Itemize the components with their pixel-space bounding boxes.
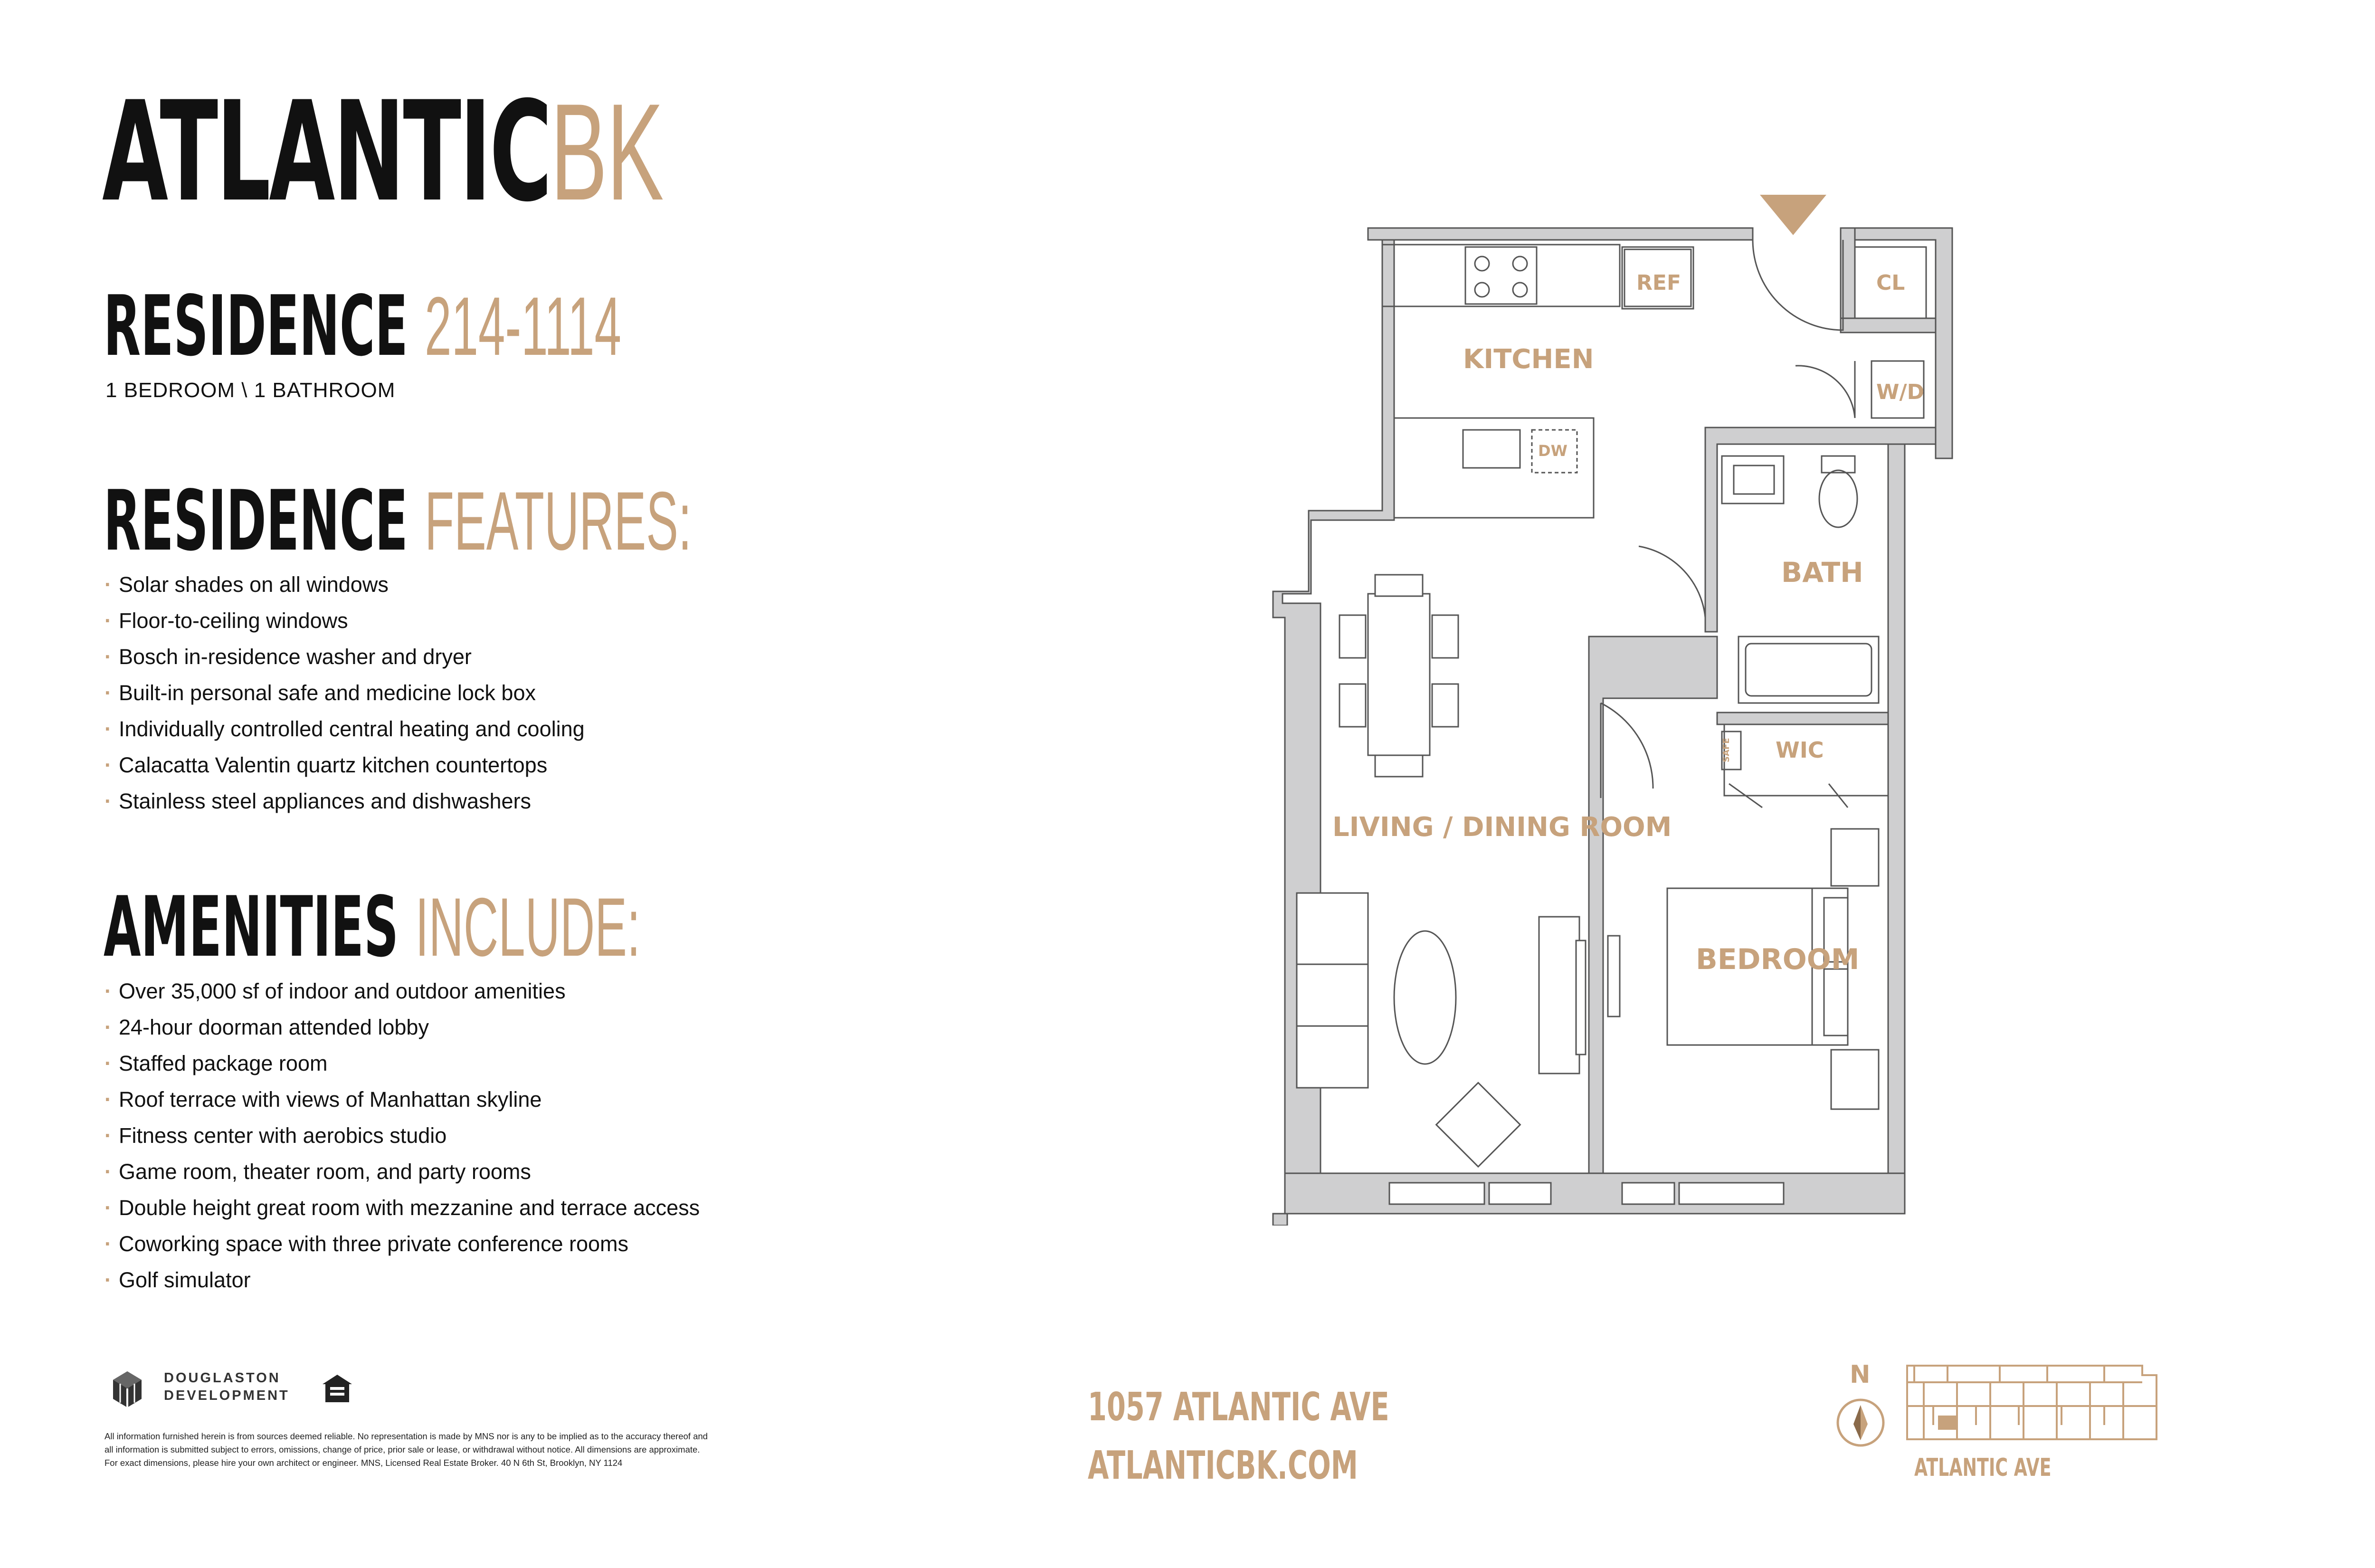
feature-item: · Stainless steel appliances and dishwashers: [104, 783, 585, 819]
amenity-item: · Over 35,000 sf of indoor and outdoor amenities: [104, 973, 700, 1009]
brand-logo: [102, 72, 1007, 232]
residence-title-bold: RESIDENCE: [104, 278, 408, 375]
plan-label-cl: CL: [1876, 271, 1905, 295]
developer-name: [164, 1369, 290, 1405]
plan-label-living: LIVING / DINING ROOM: [1332, 812, 1672, 843]
plan-label-wic: WIC: [1776, 737, 1824, 763]
map-street-text: ATLANTIC AVE: [1914, 1454, 2052, 1482]
amenity-item: · Golf simulator: [104, 1262, 700, 1298]
entrance-arrow-icon: [1760, 195, 1826, 235]
feature-item: · Calacatta Valentin quartz kitchen countertops: [104, 747, 585, 783]
address-text: 1057 ATLANTIC AVE: [1088, 1385, 1389, 1430]
features-title: [104, 473, 1118, 570]
residence-number: 214-1114: [425, 280, 621, 373]
feature-item: · Floor-to-ceiling windows: [104, 603, 585, 639]
amenity-item: · Roof terrace with views of Manhattan skyline: [104, 1082, 700, 1118]
plan-label-ref: REF: [1636, 271, 1681, 295]
developer-line1: DOUGLASTON: [164, 1370, 281, 1386]
developer-line2: DEVELOPMENT: [164, 1388, 290, 1403]
feature-item: · Built-in personal safe and medicine lock box: [104, 675, 585, 711]
legal-disclaimer: All information furnished herein is from sources deemed reliable. No representation is made by MNS nor is any to be implied as to the accuracy thereof and all information is submitted subject to errors, omissions, change of price, prior sale or lease, or withdrawal without notice. All dimensions are approximate. For exact dimensions, please hire your own architect or engineer. MNS, Licensed Real Estate Broker. 40 N 6th St, Brooklyn, NY 1124: [104, 1431, 708, 1468]
plan-label-dw: DW: [1538, 442, 1568, 460]
compass-north-label: N: [1850, 1360, 1871, 1389]
address: [1088, 1385, 1519, 1430]
amenity-item: · Coworking space with three private conference rooms: [104, 1226, 700, 1262]
plan-label-safe: SAFE: [1721, 738, 1731, 762]
amenity-item: · Staffed package room: [104, 1045, 700, 1082]
site-map-icon: [1905, 1363, 2161, 1444]
features-list: [104, 567, 585, 819]
amenities-title-bold: AMENITIES: [104, 879, 399, 976]
feature-item: · Individually controlled central heating and cooling: [104, 711, 585, 747]
brand-logo-part2: BK: [550, 75, 664, 229]
features-title-light: FEATURES:: [425, 475, 692, 568]
feature-item: · Solar shades on all windows: [104, 567, 585, 603]
plan-label-bedroom: BEDROOM: [1696, 943, 1860, 976]
amenity-item: · Fitness center with aerobics studio: [104, 1118, 700, 1154]
floor-plan: [1244, 185, 1966, 1226]
dining-set: [1340, 575, 1458, 777]
residence-title: [104, 278, 996, 375]
amenities-title-light: INCLUDE:: [415, 881, 641, 974]
residence-subtitle: 1 BEDROOM \ 1 BATHROOM: [105, 379, 396, 402]
plan-label-bath: BATH: [1781, 556, 1863, 589]
website-link[interactable]: [1088, 1443, 1474, 1488]
living-furniture: [1297, 893, 1586, 1167]
compass-icon: [1834, 1397, 1887, 1449]
amenity-item: · Game room, theater room, and party rooms: [104, 1154, 700, 1190]
brand-logo-part1: ATLANTIC: [102, 72, 551, 232]
equal-housing-icon: [321, 1373, 354, 1404]
amenity-item: · 24-hour doorman attended lobby: [104, 1009, 700, 1045]
plan-label-kitchen: KITCHEN: [1463, 344, 1594, 375]
features-title-bold: RESIDENCE: [104, 473, 408, 570]
feature-item: · Bosch in-residence washer and dryer: [104, 639, 585, 675]
amenities-list: [104, 973, 700, 1298]
amenity-item: · Double height great room with mezzanine and terrace access: [104, 1190, 700, 1226]
website-text: ATLANTICBK.COM: [1088, 1443, 1358, 1488]
map-street-label: [1914, 1454, 2110, 1482]
amenities-title: [104, 879, 1029, 976]
plan-label-wd: W/D: [1876, 380, 1925, 404]
